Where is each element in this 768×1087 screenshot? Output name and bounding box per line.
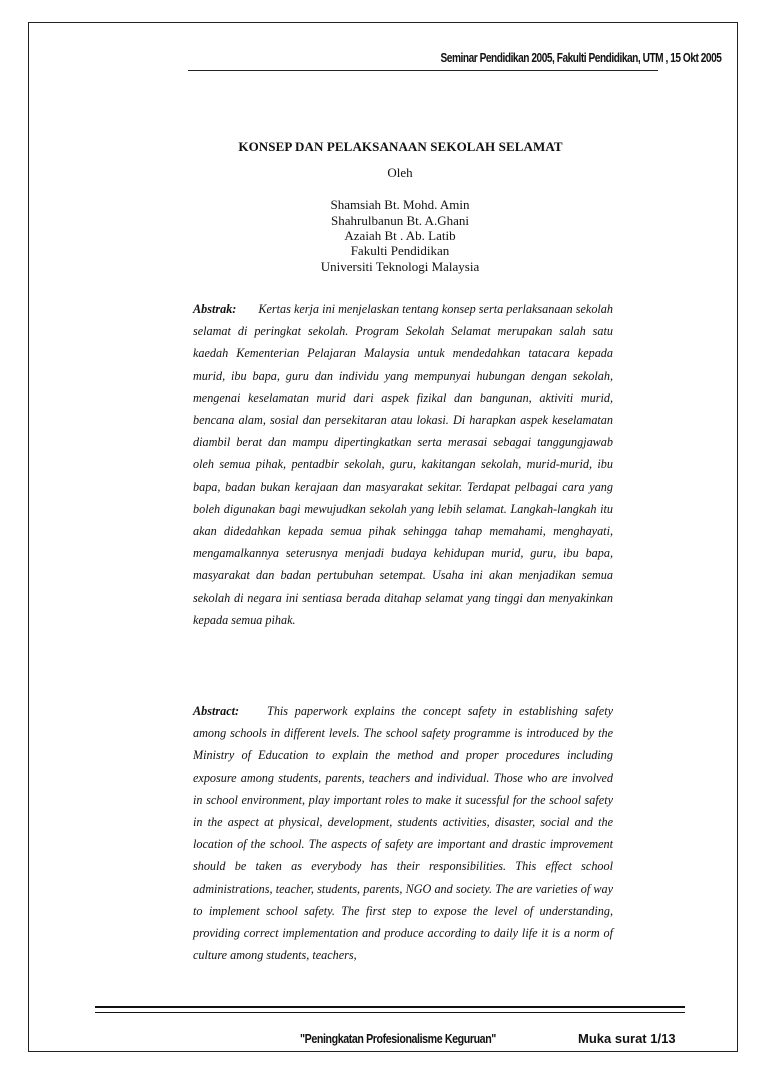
- abstract-malay-text: Kertas kerja ini menjelaskan tentang konsep serta perlaksanaan sekolah selamat di peringkat sekolah. Program Sekolah Selamat merupakan salah satu kaedah Kementerian Pelajaran Malaysia untuk mendedahkan tatacara kepada murid, ibu bapa, guru dan individu yang mempunyai hubungan dengan sekolah, mengenai keselamatan murid dari aspek fizikal dan bangunan, aktiviti murid, bencana alam, sosial dan persekitaran atau lokasi. Di harapkan aspek keselamatan diambil berat dan mampu dipertingkatkan serta merasai sebagai tanggungjawab oleh semua pihak, pentadbir sekolah, guru, kakitangan sekolah, murid-murid, ibu bapa, badan bukan kerajaan dan masyarakat sekitar. Terdapat pelbagai cara yang boleh digunakan bagi mewujudkan sekolah yang lebih selamat. Langkah-langkah itu akan didedahkan kepada semua pihak sehingga tahap memahami, menghayati, mengamalkannya seterusnya menjadi budaya kehidupan murid, guru, ibu bapa, masyarakat dan badan pertubuhan setempat. Usaha ini akan menjadikan semua sekolah di negara ini sentiasa berada ditahap selamat yang tinggi dan menyakinkan kepada semua pihak.: [193, 302, 613, 627]
- abstract-malay: [193, 298, 613, 631]
- author-2: Shahrulbanun Bt. A.Ghani: [331, 213, 469, 228]
- header-divider: [188, 70, 658, 71]
- university: Universiti Teknologi Malaysia: [320, 259, 480, 274]
- faculty: Fakulti Pendidikan: [350, 243, 450, 258]
- author-3: Azaiah Bt . Ab. Latib: [344, 228, 456, 243]
- footer-motto: "Peningkatan Profesionalisme Keguruan": [300, 1031, 496, 1046]
- abstract-english-label: Abstract:: [193, 704, 240, 718]
- by-line: Oleh: [387, 165, 413, 180]
- author-1: Shamsiah Bt. Mohd. Amin: [330, 197, 470, 212]
- abstract-english: [193, 700, 613, 966]
- footer-divider: [95, 1006, 685, 1013]
- seminar-header: Seminar Pendidikan 2005, Fakulti Pendidikan, UTM , 15 Okt 2005: [440, 50, 722, 65]
- abstract-english-text: This paperwork explains the concept safety in establishing safety among schools in different levels. The school safety programme is introduced by the Ministry of Education to explain the method and proper procedures including exposure among students, parents, teachers and individual. Those who are involved in school environment, play important roles to make it sucessful for the school safety in the aspect at physical, development, students activities, disaster, social and the location of the school. The aspects of safety are important and drastic improvement should be taken as everybody has their responsibilities. This effect school administrations, teacher, students, parents, NGO and society. The are varieties of way to implement school safety. The first step to expose the level of understanding, providing correct implementation and produce according to daily life it is a norm of culture among students, teachers,: [193, 704, 613, 963]
- abstract-malay-label: Abstrak:: [193, 302, 237, 316]
- page-number: Muka surat 1/13: [578, 1031, 676, 1046]
- paper-title: KONSEP DAN PELAKSANAAN SEKOLAH SELAMAT: [238, 139, 563, 154]
